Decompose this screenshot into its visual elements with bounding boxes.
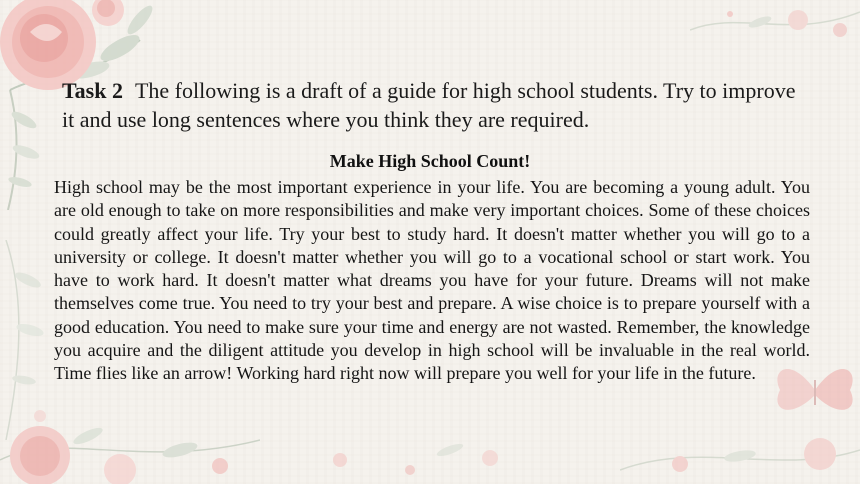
task-instruction	[62, 76, 802, 134]
petal-icon	[300, 430, 560, 484]
rose-flower-icon	[0, 390, 260, 484]
essay-body: High school may be the most important experience in your life. You are becoming a young adult. You are old enough to take on more responsibilities and make very important choices. Some of these choices could greatly affect your life. Try your best to study hard. It doesn't matter whether you will go to a university or college. It doesn't matter whether you will go to a vocational school or start work. You have to work hard. It doesn't matter what dreams you have for your future. Dreams will not make themselves come true. You need to try your best and prepare. A wise choice is to prepare yourself with a good education. You need to make sure your time and energy are not wasted. Remember, the knowledge you acquire and the diligent attitude you develop in high school will be invaluable in the real world. Time flies like an arrow! Working hard right now will prepare you well for your life in the future.	[54, 177, 810, 384]
essay-title: Make High School Count!	[329, 151, 531, 171]
rose-flower-icon	[690, 0, 860, 70]
task-label: Task 2	[62, 78, 123, 103]
task-text: The following is a draft of a guide for high school students. Try to improve it and use long sentences where you think they are required.	[62, 78, 796, 132]
rose-flower-icon	[620, 420, 860, 484]
